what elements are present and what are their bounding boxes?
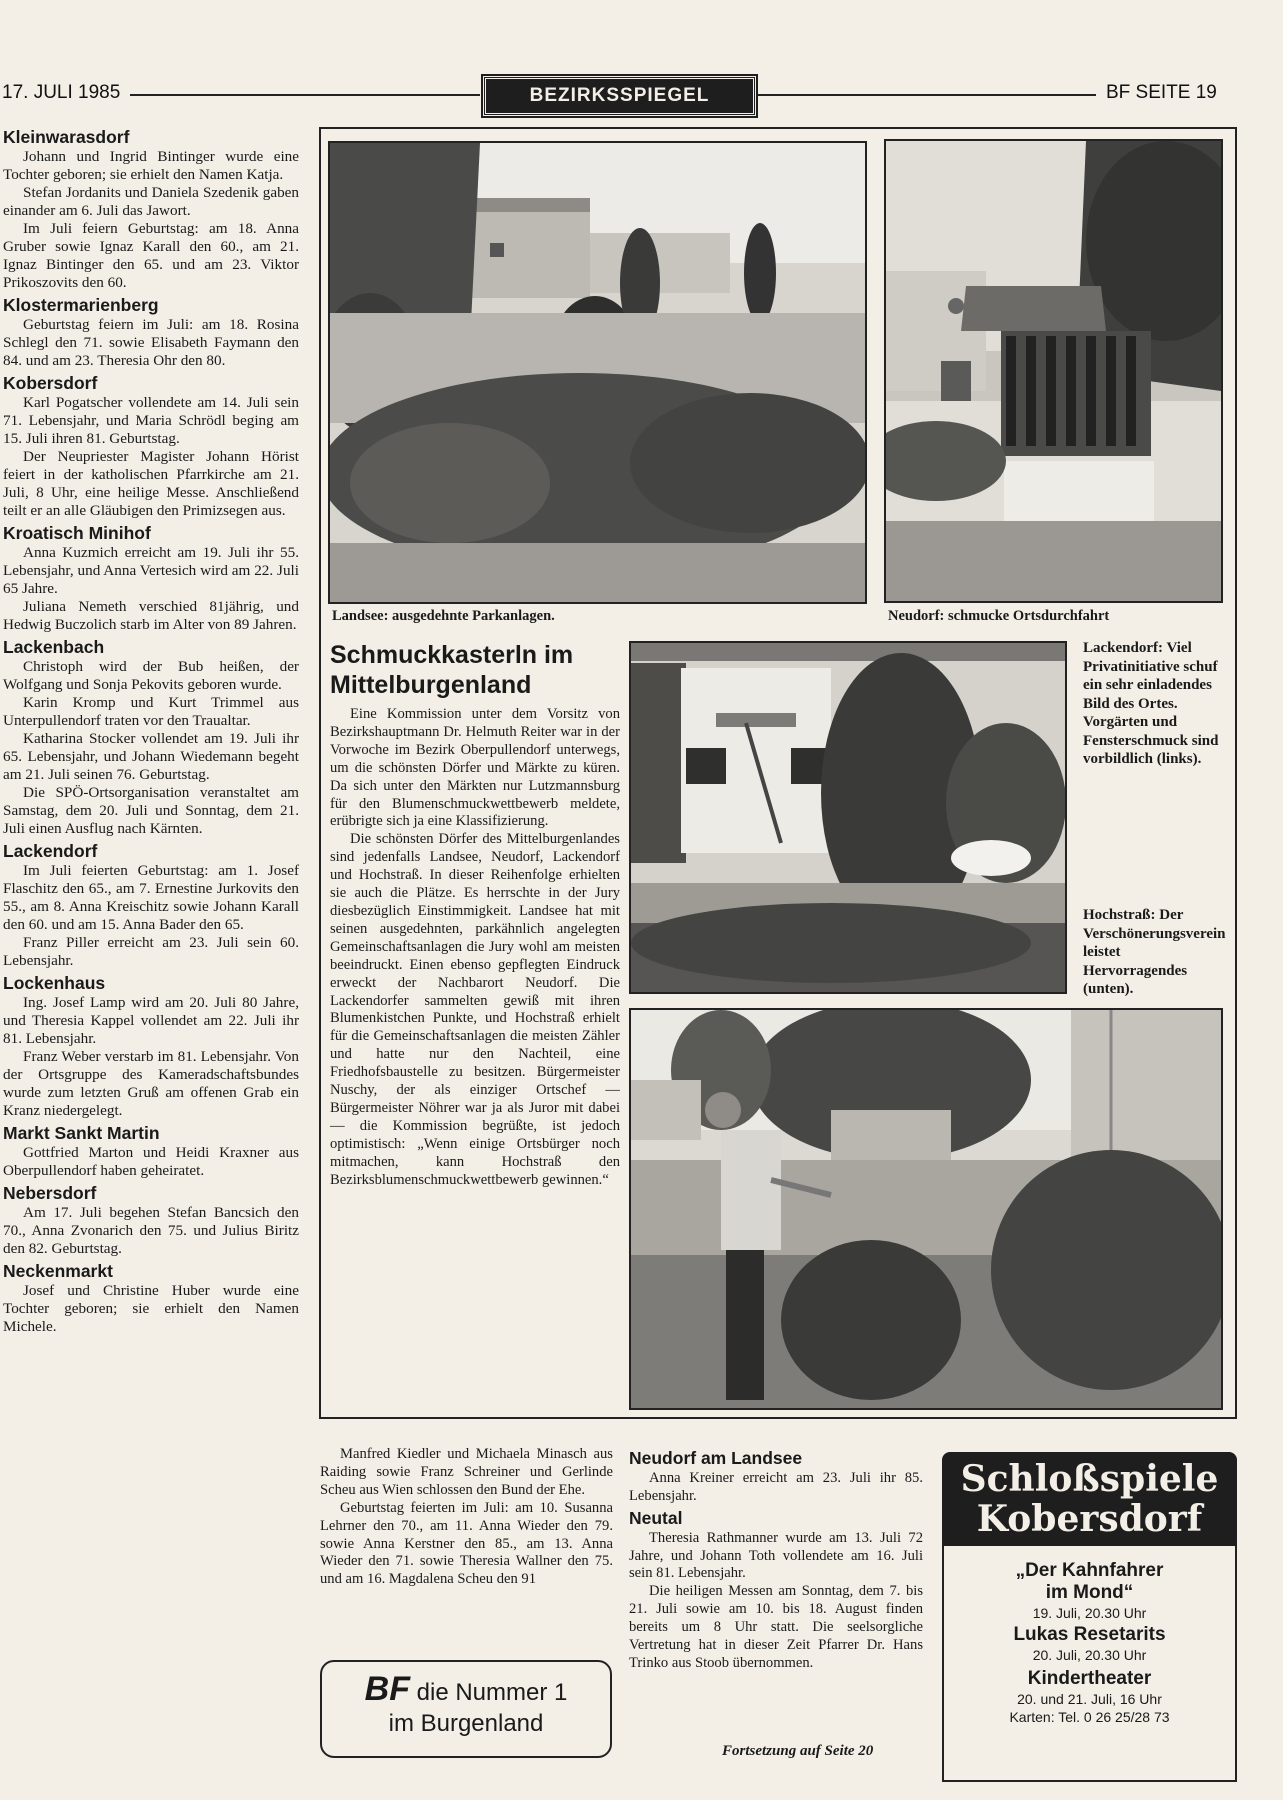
page-number: BF SEITE 19 (1106, 82, 1217, 103)
paragraph: Josef und Christine Huber wurde eine Tochter geboren; sie erhielt den Namen Michele. (3, 1282, 299, 1335)
photo-lackendorf (629, 641, 1067, 994)
header-rule-right (756, 94, 1096, 96)
ad-event-1-date: 19. Juli, 20.30 Uhr (1032, 1605, 1147, 1621)
paragraph: Franz Weber verstarb im 81. Lebensjahr. Von der Ortsgruppe des Kameradschaftsbundes wurde zum letzten Gruß am offenen Grab ein Kranz niedergelegt. (3, 1048, 299, 1119)
article-headline: Schmuckkasterln im Mittelburgenland (330, 641, 574, 699)
caption-hochstrass: Hochstraß: Der Verschönerungsverein leistet Hervorragendes (unten). (1083, 907, 1226, 997)
ad-body (942, 1546, 1237, 1782)
ad-header (942, 1452, 1237, 1546)
ad-event-2: Lukas Resetarits (1013, 1624, 1166, 1645)
paragraph: Karl Pogatscher vollendete am 14. Juli sein 71. Lebensjahr, und Maria Schrödl beging am 15. Juli ihren 81. Geburtstag. (3, 394, 299, 447)
section-heading: Lackenbach (3, 637, 105, 657)
header-rule-left (130, 94, 480, 96)
paragraph: Gottfried Marton und Heidi Kraxner aus Oberpullendorf haben geheiratet. (3, 1144, 299, 1179)
article-paragraph: Die schönsten Dörfer des Mittelburgenlandes sind jedenfalls Landsee, Neudorf, Lackendorf und Hochstraß. In dieser Reihenfolge erhielten sie auch die Plätze. Es herrschte in der Jury diesbezüglich Einstimmigkeit. Landsee hat mit seinen ausgedehnten, parkähnlich angelegten Gemeinschaftsanlagen die Jury wohl am meisten beeindruckt. Einen ebenso gepflegten Eindruck erweckt der Nachbarort Neudorf. Die Lackendorfer sammelten gewiß mit ihren Blumenkistchen Punkte, und Hochstraß erhielt für die Gemeinschaftsanlagen die meisten Zähler und hatte nur den Nachteil, eine Friedhofsbaustelle zu besitzen. Bürgermeister Nuschy, der als einziger Ortschef — Bürgermeister Nöhrer war ja als Juror mit dabei — die Kommission begrüßte, ist jedoch optimistisch: „Wenn einige Ortsbürger noch mitmachen, kann Hochstraß den Bezirksblumenschmuckwettbewerb gewinnen.“ (330, 831, 620, 1188)
section-heading: Neudorf am Landsee (629, 1448, 803, 1468)
paragraph: Anna Kuzmich erreicht am 19. Juli ihr 55. Lebensjahr, und Anna Vertesich wird am 22. Juli 65 Jahre. (3, 544, 299, 597)
ad-event-1: „Der Kahnfahrer im Mond“ (1015, 1560, 1164, 1603)
paragraph: Anna Kreiner erreicht am 23. Juli ihr 85. Lebensjahr. (629, 1469, 923, 1504)
section-heading: Lackendorf (3, 841, 98, 861)
bf-line1: die Nummer 1 (416, 1679, 568, 1706)
article-paragraph: Eine Kommission unter dem Vorsitz von Bezirkshauptmann Dr. Helmuth Reiter war in der Vorwoche im Bezirk Oberpullendorf unterwegs, um die schönsten Dörfer und Märkte zu küren. Da sich unter den Märkten nur Lutzmannsburg für den Blumenschmuckwettbewerb meldete, erübrigte sich ja eine Klassifizierung. (330, 706, 620, 830)
paragraph: Christoph wird der Bub heißen, der Wolfgang und Sonja Pekovits geboren wurde. (3, 658, 299, 693)
paragraph: Karin Kromp und Kurt Trimmel aus Unterpullendorf traten vor den Traualtar. (3, 694, 299, 729)
ad-title-2: Kobersdorf (976, 1498, 1203, 1540)
ad-title-1: Schloßspiele (960, 1458, 1219, 1500)
caption-neudorf: Neudorf: schmucke Ortsdurchfahrt (888, 608, 1110, 624)
section-heading: Klostermarienberg (3, 295, 159, 315)
photo-neudorf (884, 139, 1223, 603)
paragraph: Ing. Josef Lamp wird am 20. Juli 80 Jahre, und Theresia Kappel vollendet am 22. Juli ihr 81. Lebensjahr. (3, 994, 299, 1047)
festival-ad (942, 1452, 1237, 1782)
photo-landsee-park (328, 141, 867, 604)
paragraph: Geburtstag feierten im Juli: am 10. Susanna Lehrner den 70., am 11. Anna Wieder den 79. sowie Anna Kerstner den 85., am 13. Anna Wieder den 71. sowie Theresia Wallner den 75. und am 16. Magdalena Scheu den 91 (320, 1499, 613, 1588)
section-heading: Neutal (629, 1507, 683, 1528)
continuation-note: Fortsetzung auf Seite 20 (722, 1743, 874, 1759)
section-heading: Kleinwarasdorf (3, 127, 130, 147)
paragraph: Der Neupriester Magister Johann Hörist feiert in der katholischen Pfarrkirche am 21. Juli, 8 Uhr, eine heilige Messe. Anschließend teilt er an alle Gläubigen den Primizsegen aus. (3, 448, 299, 519)
section-badge: BEZIRKSSPIEGEL (483, 76, 756, 116)
paragraph: Die SPÖ-Ortsorganisation veranstaltet am Samstag, dem 20. Juli und Sonntag, dem 21. Juli einen Ausflug nach Kärnten. (3, 784, 299, 837)
paragraph: Theresia Rathmanner wurde am 13. Juli 72 Jahre, und Johann Toth vollendete am 16. Juli sein 81. Lebensjahr. (629, 1529, 923, 1582)
bf-line2: im Burgenland (388, 1710, 544, 1737)
issue-date: 17. JULI 1985 (2, 82, 121, 103)
paragraph: Die heiligen Messen am Sonntag, dem 7. bis 21. Juli sowie am 10. bis 18. August finden bereits um 8 Uhr statt. Die seelsorgliche Vertretung hat in dieser Zeit Pfarrer Dr. Hans Trinko aus Stoob übernommen. (629, 1583, 923, 1671)
right-bottom-column (629, 1446, 923, 1673)
caption-lackendorf: Lackendorf: Viel Privatinitiative schuf ein sehr einladendes Bild des Ortes. Vorgärten und Fensterschmuck sind vorbildlich (links). (1083, 640, 1219, 767)
paragraph: Juliana Nemeth verschied 81jährig, und Hedwig Buczolich starb im Alter von 89 Jahren. (3, 598, 299, 633)
section-heading: Nebersdorf (3, 1183, 97, 1203)
caption-landsee: Landsee: ausgedehnte Parkanlagen. (332, 608, 555, 624)
paragraph: Geburtstag feiern im Juli: am 18. Rosina Schlegl den 71. sowie Elisabeth Faymann den 84. und am 23. Theresia Ohr den 80. (3, 316, 299, 369)
ad-event-3-date: 20. und 21. Juli, 16 Uhr (1017, 1691, 1162, 1707)
paragraph: Franz Piller erreicht am 23. Juli sein 60. Lebensjahr. (3, 934, 299, 969)
section-heading: Kroatisch Minihof (3, 523, 151, 543)
ad-tickets: Karten: Tel. 0 26 25/28 73 (1009, 1709, 1170, 1725)
section-heading: Markt Sankt Martin (3, 1123, 160, 1143)
middle-bottom-column (320, 1446, 613, 1589)
paragraph: Stefan Jordanits und Daniela Szedenik gaben einander am 6. Juli das Jawort. (3, 184, 299, 219)
bf-promo-box (320, 1660, 612, 1758)
paragraph: Am 17. Juli begehen Stefan Bancsich den 70., Anna Zvonarich den 75. und Julius Biritz den 82. Geburtstag. (3, 1204, 299, 1257)
paragraph: Katharina Stocker vollendet am 19. Juli ihr 65. Lebensjahr, und Johann Wiedemann begeht am 21. Juli seinen 76. Geburtstag. (3, 730, 299, 783)
section-heading: Lockenhaus (3, 973, 106, 993)
paragraph: Im Juli feierten Geburtstag: am 1. Josef Flaschitz den 65., am 7. Ernestine Jurkovits den 55., am 8. Anna Kreischitz sowie Johann Karall den 60. und am 15. Anna Bader den 65. (3, 862, 299, 933)
section-heading: Neckenmarkt (3, 1261, 113, 1281)
ad-event-2-date: 20. Juli, 20.30 Uhr (1032, 1647, 1147, 1663)
section-heading: Kobersdorf (3, 373, 98, 393)
paragraph: Johann und Ingrid Bintinger wurde eine Tochter geboren; sie erhielt den Namen Katja. (3, 148, 299, 183)
bf-logo: BF (364, 1670, 410, 1708)
article-body (330, 706, 620, 1189)
paragraph: Manfred Kiedler und Michaela Minasch aus Raiding sowie Franz Schreiner und Gerlinde Scheu aus Wien schlossen den Bund der Ehe. (320, 1446, 613, 1498)
paragraph: Im Juli feiern Geburtstag: am 18. Anna Gruber sowie Ignaz Karall den 60., am 21. Ignaz Bintinger den 65. und am 23. Viktor Prikoszovits den 60. (3, 220, 299, 291)
ad-event-3: Kindertheater (1027, 1668, 1152, 1689)
left-column (3, 124, 299, 1336)
photo-hochstrass (629, 1008, 1223, 1410)
